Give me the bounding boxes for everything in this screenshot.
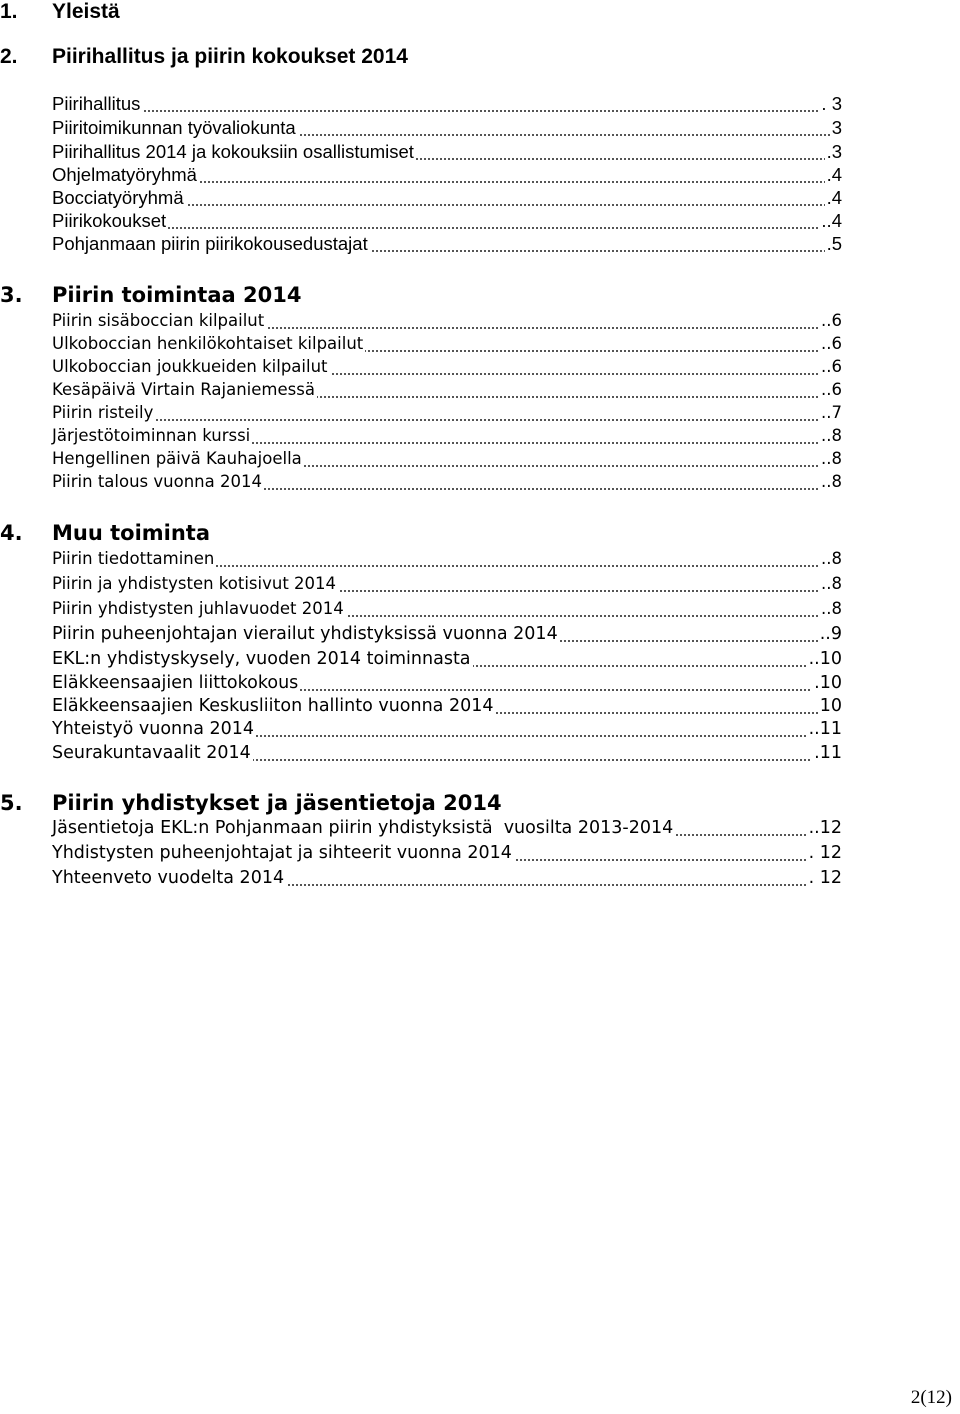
section-title: Muu toiminta [52,521,211,545]
toc-entry[interactable] [52,310,842,332]
toc-entry-page: . 12 [808,868,842,888]
toc-entry-page: ..10 [808,649,842,669]
toc-entry[interactable] [52,548,842,570]
toc-entry-title: Piirin tiedottaminen [52,549,215,568]
toc-entry-title: Bocciatyöryhmä [52,187,184,208]
toc-entry-page: ..4 [821,210,842,231]
toc-entry-page: .11 [814,743,842,763]
section-number: 2. [0,45,18,68]
toc-entry-title: Piirin talous vuonna 2014 [52,472,262,491]
section-number: 4. [0,521,23,545]
toc-entry[interactable] [52,598,842,620]
toc-entry[interactable] [52,117,842,139]
toc-entry-page: ..6 [821,357,842,376]
toc-entry[interactable] [52,356,842,378]
toc-entry-page: . 12 [808,843,842,863]
section-number: 1. [0,0,18,23]
toc-entry-page: ..7 [821,403,842,422]
toc-entry-title: Piirin yhdistysten juhlavuodet 2014 [52,599,344,618]
toc-entry-title: Ohjelmatyöryhmä [52,164,197,185]
toc-entry-title: Järjestötoiminnan kurssi [52,426,251,445]
section-heading [0,791,940,815]
toc-entry[interactable] [52,93,842,115]
toc-entry-page: 10 [819,696,842,716]
toc-entry[interactable] [52,623,842,645]
toc-entry-page: .5 [826,233,842,254]
toc-entry-page: ..9 [819,624,842,644]
toc-entry-title: Ulkoboccian joukkueiden kilpailut [52,357,328,376]
toc-entry-title: Hengellinen päivä Kauhajoella [52,449,302,468]
toc-entry[interactable] [52,648,842,670]
section-number: 5. [0,791,23,815]
toc-entry[interactable] [52,233,842,255]
toc-entry-title: Piirihallitus [52,93,141,114]
toc-entry-title: Seurakuntavaalit 2014 [52,743,251,763]
toc-entry[interactable] [52,379,842,401]
toc-entry-page: ..11 [808,719,842,739]
toc-entry[interactable] [52,718,842,740]
toc-entry-title: Ulkoboccian henkilökohtaiset kilpailut [52,334,364,353]
toc-entry-title: Piirihallitus 2014 ja kokouksiin osallistumiset [52,141,414,162]
toc-entry-title: EKL:n yhdistyskysely, vuoden 2014 toiminnasta [52,649,471,669]
section-heading [0,521,940,545]
toc-entry-page: .3 [826,141,842,162]
toc-entry-page: .4 [826,187,842,208]
toc-entry[interactable] [52,333,842,355]
toc-entry-page: ..6 [821,311,842,330]
toc-entry[interactable] [52,141,842,163]
section-number: 3. [0,283,23,307]
toc-entry[interactable] [52,573,842,595]
toc-entry-title: Piirin sisäboccian kilpailut [52,311,265,330]
toc-entry[interactable] [52,742,842,764]
toc-entry[interactable] [52,402,842,424]
toc-entry-page: ..6 [821,380,842,399]
section-title: Yleistä [52,0,120,23]
toc-entry-page: 3 [831,117,842,138]
toc-entry[interactable] [52,817,842,839]
toc-entry-title: Piirin risteily [52,403,154,422]
toc-entry-page: ..8 [821,574,842,593]
toc-entry-page: ..6 [821,334,842,353]
toc-entry-page: .10 [814,673,842,693]
toc-entry-title: Yhteistyö vuonna 2014 [52,719,255,739]
toc-entry[interactable] [52,842,842,864]
section-title: Piirihallitus ja piirin kokoukset 2014 [52,45,408,68]
toc-entry[interactable] [52,187,842,209]
section-title: Piirin toimintaa 2014 [52,283,302,307]
toc-entry[interactable] [52,448,842,470]
section-title: Piirin yhdistykset ja jäsentietoja 2014 [52,791,502,815]
toc-entry-title: Jäsentietoja EKL:n Pohjanmaan piirin yhdistyksistä vuosilta 2013-2014 [52,818,674,838]
section-heading [0,0,940,24]
toc-entry[interactable] [52,210,842,232]
toc-entry[interactable] [52,164,842,186]
toc-entry[interactable] [52,425,842,447]
toc-entry-page: ..8 [821,549,842,568]
section-heading [0,283,940,307]
toc-entry-title: Piirikokoukset [52,210,167,231]
toc-entry-page: . 3 [821,93,842,114]
section-heading [0,45,940,69]
toc-entry-page: ..8 [821,449,842,468]
toc-entry-title: Yhteenveto vuodelta 2014 [52,868,285,888]
toc-entry-title: Piirin ja yhdistysten kotisivut 2014 [52,574,337,593]
toc-entry[interactable] [52,867,842,889]
toc-entry[interactable] [52,471,842,493]
toc-entry[interactable] [52,695,842,717]
toc-entry-page: ..8 [821,472,842,491]
toc-entry-page: ..8 [821,426,842,445]
toc-entry-title: Piiritoimikunnan työvaliokunta [52,117,296,138]
toc-entry-title: Yhdistysten puheenjohtajat ja sihteerit vuonna 2014 [52,843,512,863]
page-number: 2(12) [910,1387,952,1408]
toc-entry-page: ..12 [808,818,842,838]
toc-entry-title: Piirin puheenjohtajan vierailut yhdistyksissä vuonna 2014 [52,624,558,644]
toc-entry-title: Eläkkeensaajien Keskusliiton hallinto vuonna 2014 [52,696,494,716]
toc-entry-page: ..8 [821,599,842,618]
toc-entry-title: Pohjanmaan piirin piirikokousedustajat [52,233,368,254]
toc-entry-title: Eläkkeensaajien liittokokous [52,673,299,693]
toc-entry-page: .4 [826,164,842,185]
toc-entry[interactable] [52,672,842,694]
toc-entry-title: Kesäpäivä Virtain Rajaniemessä [52,380,315,399]
